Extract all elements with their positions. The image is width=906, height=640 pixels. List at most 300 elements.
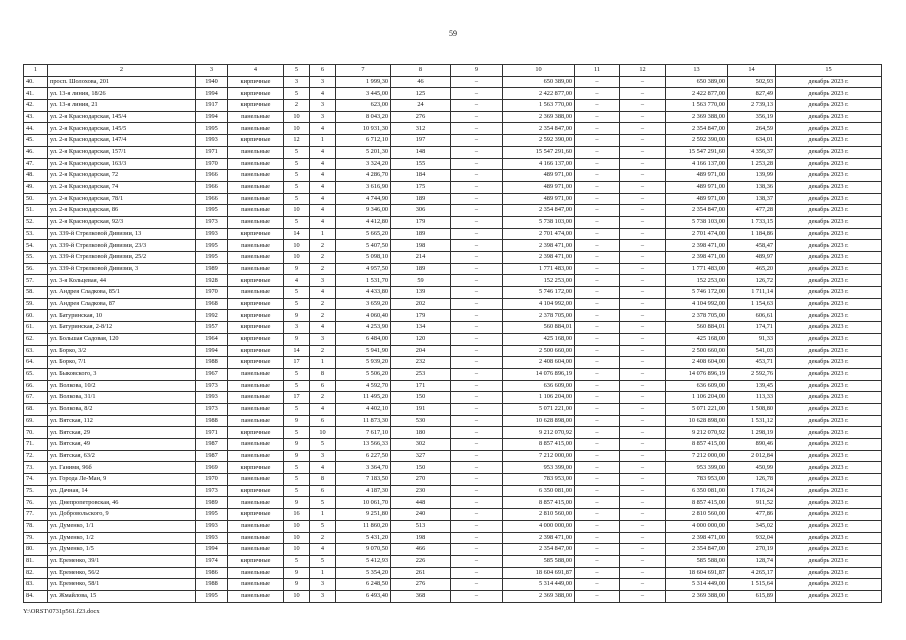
table-cell: 270,19 (728, 544, 776, 556)
table-cell: 615,89 (728, 590, 776, 602)
table-cell: 63. (24, 345, 48, 357)
table-cell: 8 857 415,00 (503, 439, 575, 451)
table-cell: – (620, 158, 666, 170)
table-cell: ул. Добровольского, 9 (48, 509, 196, 521)
table-cell: – (451, 111, 503, 123)
table-cell: – (451, 228, 503, 240)
table-cell: 1993 (196, 135, 228, 147)
table-cell: 4 (310, 462, 336, 474)
table-cell: 2 701 474,00 (503, 228, 575, 240)
table-cell: 345,02 (728, 520, 776, 532)
table-cell: 5 (284, 380, 310, 392)
table-cell: – (451, 298, 503, 310)
table-cell: 17 (284, 392, 310, 404)
table-cell: 650 389,00 (666, 76, 728, 88)
table-cell: 138,36 (728, 181, 776, 193)
table-cell: 5 (284, 88, 310, 100)
table-cell: 3 (310, 100, 336, 112)
table-cell: панельные (228, 497, 284, 509)
table-cell: – (620, 567, 666, 579)
table-cell: 5 431,20 (336, 532, 391, 544)
table-cell: 5 738 103,00 (666, 216, 728, 228)
table-cell: ул. 2-я Краснодарская, 74 (48, 181, 196, 193)
table-cell: 650 389,00 (503, 76, 575, 88)
table-cell: 138,37 (728, 193, 776, 205)
table-cell: 24 (391, 100, 451, 112)
table-cell: декабрь 2023 г. (776, 579, 882, 591)
table-cell: – (575, 240, 620, 252)
table-cell: – (451, 263, 503, 275)
table-cell: 226 (391, 555, 451, 567)
table-cell: 2 354 847,00 (666, 544, 728, 556)
table-cell: – (451, 158, 503, 170)
table-cell: 1971 (196, 427, 228, 439)
table-cell: 1987 (196, 450, 228, 462)
table-cell: кирпичные (228, 135, 284, 147)
table-row (24, 205, 882, 217)
table-cell: 560 884,01 (503, 322, 575, 334)
table-cell: 82. (24, 567, 48, 579)
table-cell: декабрь 2023 г. (776, 216, 882, 228)
table-cell: – (451, 439, 503, 451)
table-cell: 8 857 415,00 (666, 439, 728, 451)
table-cell: 541,03 (728, 345, 776, 357)
table-cell: 1966 (196, 181, 228, 193)
table-cell: 1995 (196, 123, 228, 135)
table-cell: 4 060,40 (336, 310, 391, 322)
table-cell: – (620, 474, 666, 486)
table-cell: 204 (391, 345, 451, 357)
table-cell: – (451, 403, 503, 415)
table-cell: 197 (391, 135, 451, 147)
table-cell: 191 (391, 403, 451, 415)
table-cell: – (620, 263, 666, 275)
table-cell: 5 (284, 485, 310, 497)
table-cell: 139,45 (728, 380, 776, 392)
table-cell: просп. Шолохова, 201 (48, 76, 196, 88)
table-cell: – (620, 415, 666, 427)
table-cell: ул. Большая Садовая, 120 (48, 333, 196, 345)
table-cell: 11 495,20 (336, 392, 391, 404)
table-cell: 1 999,30 (336, 76, 391, 88)
table-cell: 1957 (196, 322, 228, 334)
table-cell: 148 (391, 146, 451, 158)
table-cell: 1974 (196, 555, 228, 567)
table-cell: 1966 (196, 193, 228, 205)
table-cell: 1 531,12 (728, 415, 776, 427)
table-cell: – (451, 322, 503, 334)
table-cell: 453,71 (728, 357, 776, 369)
table-cell: 52. (24, 216, 48, 228)
table-row (24, 357, 882, 369)
table-cell: 1973 (196, 216, 228, 228)
table-cell: 189 (391, 228, 451, 240)
table-cell: 4 104 992,00 (503, 298, 575, 310)
table-cell: ул. 3-я Кольцевая, 44 (48, 275, 196, 287)
table-cell: 5 (284, 462, 310, 474)
table-cell: – (620, 509, 666, 521)
column-header-13: 13 (666, 65, 728, 77)
table-cell: – (575, 158, 620, 170)
table-cell: ул. Борко, 7/1 (48, 357, 196, 369)
table-cell: 368 (391, 590, 451, 602)
table-row (24, 263, 882, 275)
table-cell: – (620, 497, 666, 509)
table-cell: 1 106 204,00 (666, 392, 728, 404)
table-cell: 2 (310, 298, 336, 310)
page-number: 59 (449, 29, 457, 38)
table-cell: – (575, 415, 620, 427)
table-cell: декабрь 2023 г. (776, 357, 882, 369)
table-cell: 10 (284, 520, 310, 532)
table-cell: ул. Еременко, 39/1 (48, 555, 196, 567)
table-cell: – (575, 193, 620, 205)
table-cell: 5 (284, 181, 310, 193)
table-cell: ул. Батуринская, 10 (48, 310, 196, 322)
table-cell: 49. (24, 181, 48, 193)
table-cell: 1 711,14 (728, 287, 776, 299)
table-cell: декабрь 2023 г. (776, 287, 882, 299)
table-row (24, 368, 882, 380)
table-row (24, 100, 882, 112)
table-cell: – (451, 474, 503, 486)
table-row (24, 427, 882, 439)
table-cell: панельные (228, 474, 284, 486)
table-cell: панельные (228, 111, 284, 123)
table-cell: декабрь 2023 г. (776, 555, 882, 567)
table-cell: 171 (391, 380, 451, 392)
table-cell: кирпичные (228, 88, 284, 100)
table-cell: 150 (391, 462, 451, 474)
table-cell: 2 369 388,00 (666, 590, 728, 602)
table-cell: – (575, 509, 620, 521)
table-cell: 10 (284, 240, 310, 252)
table-cell: 10 931,30 (336, 123, 391, 135)
table-cell: 1993 (196, 520, 228, 532)
table-cell: 1989 (196, 497, 228, 509)
table-cell: 5 746 172,00 (666, 287, 728, 299)
column-header-2: 2 (48, 65, 196, 77)
table-cell: 2 012,84 (728, 450, 776, 462)
table-cell: 890,46 (728, 439, 776, 451)
column-header-4: 4 (228, 65, 284, 77)
table-cell: декабрь 2023 г. (776, 450, 882, 462)
table-cell: декабрь 2023 г. (776, 111, 882, 123)
table-cell: – (451, 368, 503, 380)
table-cell: кирпичные (228, 462, 284, 474)
table-cell: 2 592 390,00 (503, 135, 575, 147)
table-cell: 5 941,90 (336, 345, 391, 357)
table-cell: декабрь 2023 г. (776, 322, 882, 334)
table-cell: – (451, 380, 503, 392)
table-cell: – (451, 275, 503, 287)
table-cell: – (575, 228, 620, 240)
table-cell: 466 (391, 544, 451, 556)
table-cell: – (620, 111, 666, 123)
table-cell: 513 (391, 520, 451, 532)
table-cell: 2 810 560,00 (503, 509, 575, 521)
table-cell: 10 (284, 532, 310, 544)
table-cell: 1 184,86 (728, 228, 776, 240)
table-cell: 240 (391, 509, 451, 521)
table-cell: 79. (24, 532, 48, 544)
table-row (24, 135, 882, 147)
table-cell: – (451, 427, 503, 439)
table-cell: 3 (310, 579, 336, 591)
table-row (24, 181, 882, 193)
table-cell: ул. 2-я Краснодарская, 72 (48, 170, 196, 182)
table-cell: 448 (391, 497, 451, 509)
table-row (24, 497, 882, 509)
table-cell: декабрь 2023 г. (776, 590, 882, 602)
table-cell: 477,86 (728, 509, 776, 521)
column-header-15: 15 (776, 65, 882, 77)
table-cell: ул. Думенко, 1/1 (48, 520, 196, 532)
table-cell: 16 (284, 509, 310, 521)
table-cell: – (451, 567, 503, 579)
table-cell: 4 (310, 88, 336, 100)
table-cell: – (451, 345, 503, 357)
table-cell: кирпичные (228, 357, 284, 369)
table-cell: 4 592,70 (336, 380, 391, 392)
table-cell: 2 354 847,00 (666, 205, 728, 217)
table-cell: – (620, 252, 666, 264)
table-cell: 77. (24, 509, 48, 521)
table-cell: 5 (310, 497, 336, 509)
table-cell: панельные (228, 287, 284, 299)
table-cell: 312 (391, 123, 451, 135)
table-cell: 48. (24, 170, 48, 182)
table-cell: 10 (284, 544, 310, 556)
table-cell: декабрь 2023 г. (776, 205, 882, 217)
table-cell: – (575, 439, 620, 451)
table-cell: 8 (310, 474, 336, 486)
table-cell: – (620, 357, 666, 369)
table-cell: ул. Быковского, 3 (48, 368, 196, 380)
table-row (24, 520, 882, 532)
table-cell: – (620, 392, 666, 404)
table-cell: 2 398 471,00 (503, 240, 575, 252)
table-cell: – (575, 345, 620, 357)
table-cell: 489,97 (728, 252, 776, 264)
table-cell: 73. (24, 462, 48, 474)
table-cell: декабрь 2023 г. (776, 170, 882, 182)
table-cell: 150 (391, 392, 451, 404)
table-cell: 10 628 898,00 (503, 415, 575, 427)
table-cell: – (575, 322, 620, 334)
column-header-8: 8 (391, 65, 451, 77)
table-cell: 465,20 (728, 263, 776, 275)
table-cell: – (451, 485, 503, 497)
table-cell: 3 659,20 (336, 298, 391, 310)
table-cell: 1917 (196, 100, 228, 112)
table-cell: кирпичные (228, 555, 284, 567)
table-cell: – (620, 403, 666, 415)
table-row (24, 310, 882, 322)
table-cell: 51. (24, 205, 48, 217)
table-row (24, 579, 882, 591)
table-cell: – (575, 252, 620, 264)
table-cell: 458,47 (728, 240, 776, 252)
table-cell: ул. Еременко, 56/2 (48, 567, 196, 579)
table-cell: 489 971,00 (503, 170, 575, 182)
table-cell: 2 500 660,00 (666, 345, 728, 357)
table-cell: 1971 (196, 146, 228, 158)
table-cell: декабрь 2023 г. (776, 100, 882, 112)
table-cell: 2 408 604,00 (503, 357, 575, 369)
table-cell: ул. Вятская, 49 (48, 439, 196, 451)
table-cell: ул. Вятская, 63/2 (48, 450, 196, 462)
table-cell: декабрь 2023 г. (776, 146, 882, 158)
table-cell: 3 (310, 76, 336, 88)
table-cell: ул. 2-я Краснодарская, 145/5 (48, 123, 196, 135)
table-cell: 15 547 291,60 (503, 146, 575, 158)
table-row (24, 228, 882, 240)
table-cell: ул. Вятская, 29 (48, 427, 196, 439)
table-cell: 55. (24, 252, 48, 264)
table-cell: 4 (310, 216, 336, 228)
table-cell: декабрь 2023 г. (776, 380, 882, 392)
table-cell: 91,33 (728, 333, 776, 345)
table-cell: 4 (310, 158, 336, 170)
table-cell: – (451, 462, 503, 474)
table-cell: – (451, 252, 503, 264)
table-cell: – (575, 76, 620, 88)
table-cell: 2 369 388,00 (666, 111, 728, 123)
table-cell: декабрь 2023 г. (776, 310, 882, 322)
table-cell: 10 (310, 427, 336, 439)
table-cell: 1994 (196, 345, 228, 357)
table-cell: – (451, 450, 503, 462)
table-cell: 10 (284, 205, 310, 217)
table-cell: 3 445,00 (336, 88, 391, 100)
table-cell: 1 563 770,00 (503, 100, 575, 112)
table-cell: 18 604 691,87 (503, 567, 575, 579)
table-cell: 4 187,30 (336, 485, 391, 497)
table-cell: ул. Андрея Сладкова, 87 (48, 298, 196, 310)
table-cell: 2 (310, 263, 336, 275)
table-cell: 5 314 449,00 (503, 579, 575, 591)
table-cell: декабрь 2023 г. (776, 88, 882, 100)
table-cell: 43. (24, 111, 48, 123)
table-cell: 9 346,00 (336, 205, 391, 217)
table-row (24, 333, 882, 345)
table-cell: 4 744,90 (336, 193, 391, 205)
table-cell: – (451, 520, 503, 532)
table-cell: 1 (310, 135, 336, 147)
table-cell: – (620, 170, 666, 182)
table-cell: 2 (310, 240, 336, 252)
table-cell: 1 771 483,00 (503, 263, 575, 275)
table-cell: 10 (284, 123, 310, 135)
table-cell: – (620, 380, 666, 392)
table-cell: – (575, 485, 620, 497)
table-cell: 1986 (196, 567, 228, 579)
table-cell: 9 (284, 450, 310, 462)
table-cell: 302 (391, 439, 451, 451)
table-cell: – (451, 146, 503, 158)
table-cell: 6 350 081,00 (503, 485, 575, 497)
table-cell: 1 154,63 (728, 298, 776, 310)
table-cell: панельные (228, 450, 284, 462)
table-cell: 75. (24, 485, 48, 497)
table-cell: 1973 (196, 403, 228, 415)
table-cell: 10 (284, 252, 310, 264)
table-cell: 2 810 560,00 (666, 509, 728, 521)
table-cell: панельные (228, 567, 284, 579)
table-cell: – (451, 205, 503, 217)
table-cell: 64. (24, 357, 48, 369)
table-cell: 9 (284, 310, 310, 322)
table-cell: 276 (391, 579, 451, 591)
table-cell: 2 (310, 392, 336, 404)
table-cell: – (620, 123, 666, 135)
table-cell: ул. Батуринская, 2-8/12 (48, 322, 196, 334)
table-cell: ул. Думенко, 1/2 (48, 532, 196, 544)
table-cell: 5 (284, 170, 310, 182)
table-cell: – (575, 357, 620, 369)
table-cell: 327 (391, 450, 451, 462)
column-header-3: 3 (196, 65, 228, 77)
table-cell: 6 484,00 (336, 333, 391, 345)
table-cell: декабрь 2023 г. (776, 123, 882, 135)
table-cell: 46 (391, 76, 451, 88)
table-cell: 3 (310, 333, 336, 345)
table-cell: 4 (284, 275, 310, 287)
table-cell: 1 (310, 567, 336, 579)
table-cell: 65. (24, 368, 48, 380)
table-cell: 125 (391, 88, 451, 100)
table-cell: 17 (284, 357, 310, 369)
table-cell: – (575, 216, 620, 228)
table-cell: 489 971,00 (503, 193, 575, 205)
table-cell: – (620, 135, 666, 147)
table-cell: 560 884,01 (666, 322, 728, 334)
table-cell: 1 515,64 (728, 579, 776, 591)
table-cell: 6 227,50 (336, 450, 391, 462)
table-cell: 425 168,00 (503, 333, 575, 345)
table-cell: 202 (391, 298, 451, 310)
table-cell: – (575, 368, 620, 380)
table-cell: – (620, 345, 666, 357)
table-cell: 1995 (196, 205, 228, 217)
table-cell: панельные (228, 170, 284, 182)
table-cell: 2 378 705,00 (666, 310, 728, 322)
table-cell: 953 399,00 (503, 462, 575, 474)
table-cell: 4 (310, 193, 336, 205)
table-cell: – (575, 590, 620, 602)
table-cell: 1 106 204,00 (503, 392, 575, 404)
table-cell: 4 000 000,00 (503, 520, 575, 532)
table-cell: декабрь 2023 г. (776, 462, 882, 474)
table-cell: 2 354 847,00 (666, 123, 728, 135)
table-cell: – (620, 590, 666, 602)
table-cell: 175 (391, 181, 451, 193)
table-cell: панельные (228, 403, 284, 415)
table-cell: 69. (24, 415, 48, 427)
table-cell: 1988 (196, 415, 228, 427)
table-cell: 1970 (196, 287, 228, 299)
table-cell: – (575, 392, 620, 404)
table-cell: 636 609,00 (666, 380, 728, 392)
table-cell: 44. (24, 123, 48, 135)
table-cell: – (620, 228, 666, 240)
table-cell: 5 506,20 (336, 368, 391, 380)
table-cell: – (451, 333, 503, 345)
table-cell: 61. (24, 322, 48, 334)
table-cell: 42. (24, 100, 48, 112)
table-cell: 74. (24, 474, 48, 486)
